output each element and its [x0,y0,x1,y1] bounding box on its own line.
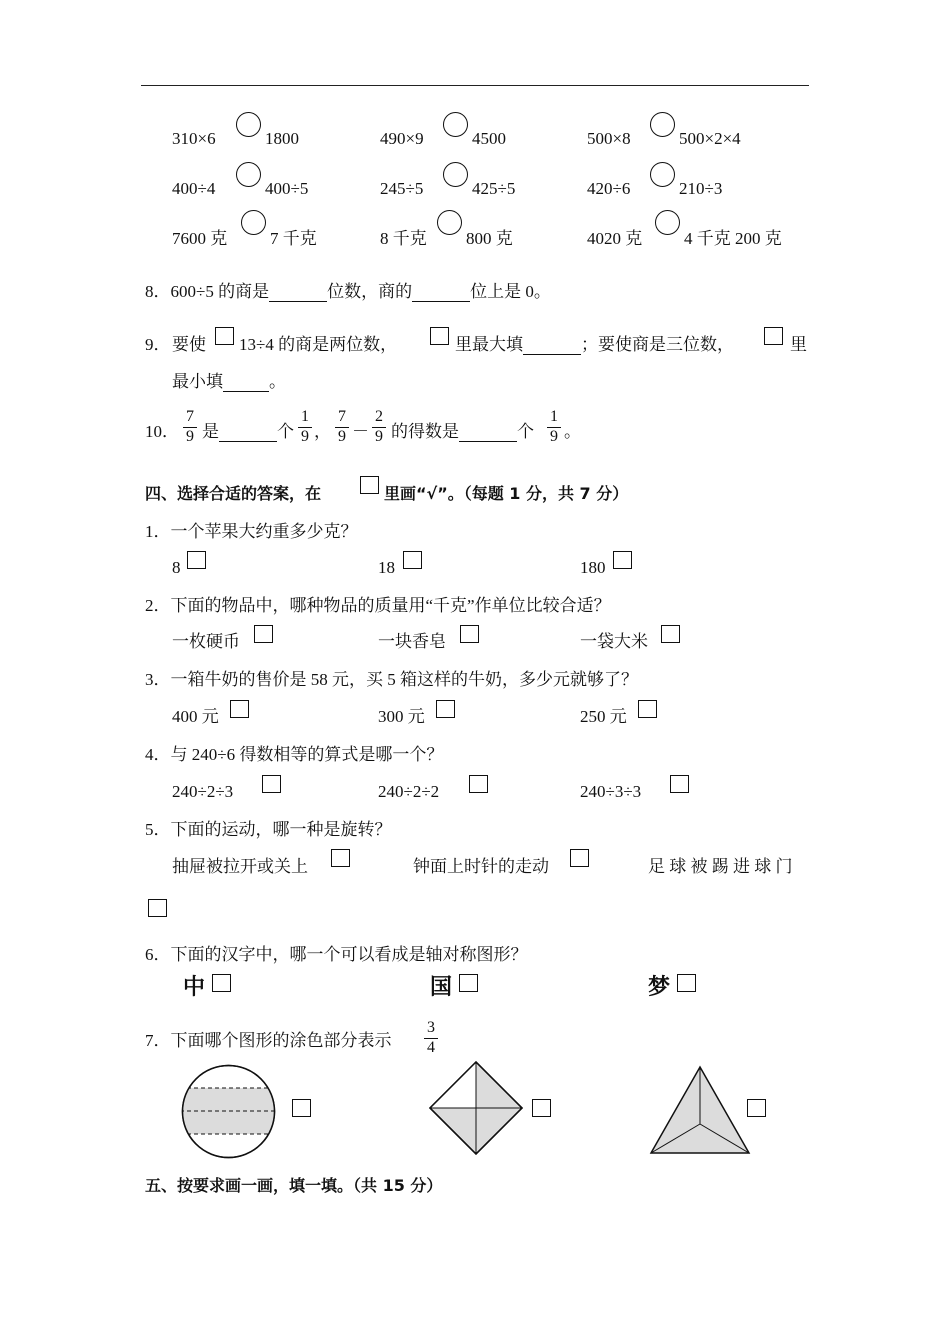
q10-text-d: 的得数是 [391,422,459,441]
compare-right: 400÷5 [265,179,309,198]
answer-blank[interactable] [219,424,277,442]
q9-text-b: 13÷4 的商是两位数， [239,335,398,354]
answer-checkbox[interactable] [436,700,455,718]
question-number: 8． [145,282,171,301]
option-hanzi: 梦 [648,975,671,1000]
question-text: 1．一个苹果大约重多少克？ [145,522,358,541]
compare-right: 1800 [265,129,299,148]
digit-box[interactable] [430,327,449,345]
answer-checkbox[interactable] [230,700,249,718]
q9-text-d: ；要使商是三位数， [581,335,734,354]
q10-text-a: 是 [202,422,219,441]
answer-checkbox[interactable] [460,625,479,643]
option-label: 抽屉被拉开或关上 [172,857,308,876]
answer-checkbox[interactable] [292,1099,311,1117]
compare-circle[interactable] [650,162,675,187]
question-text: 3．一箱牛奶的售价是 58 元，买 5 箱这样的牛奶，多少元就够了？ [145,670,638,689]
compare-left: 245÷5 [380,179,424,198]
answer-checkbox[interactable] [148,899,167,917]
compare-right: 800 克 [466,229,513,248]
compare-circle[interactable] [437,210,462,235]
option-label: 240÷3÷3 [580,782,642,801]
section-4-title-post: 里画“√”。（每题 1 分，共 7 分） [384,484,629,503]
answer-checkbox[interactable] [532,1099,551,1117]
question-text: 5．下面的运动，哪一种是旋转？ [145,820,392,839]
fraction: 1 9 [298,409,312,445]
fraction: 2 9 [372,409,386,445]
q10-text-g: 。 [564,422,581,441]
compare-circle[interactable] [236,112,261,137]
answer-checkbox[interactable] [212,974,231,992]
answer-blank[interactable] [269,284,327,302]
compare-circle[interactable] [241,210,266,235]
answer-blank[interactable] [459,424,517,442]
q9-text-c: 里最大填 [455,335,523,354]
compare-right: 4500 [472,129,506,148]
question-number: 10． [145,422,179,441]
compare-left: 400÷4 [172,179,216,198]
q10-part1 [202,422,294,442]
answer-blank[interactable] [523,337,581,355]
section-4-title-pre: 四、选择合适的答案，在 [145,484,322,503]
compare-left: 310×6 [172,129,216,148]
compare-circle[interactable] [443,162,468,187]
question-text: 2．下面的物品中，哪种物品的质量用“千克”作单位比较合适？ [145,596,611,615]
digit-box[interactable] [764,327,783,345]
compare-left: 4020 克 [587,229,643,248]
shaded-triangle-figure [648,1064,752,1156]
header-rule [141,85,809,86]
q10-text-b: 个 [277,422,294,441]
answer-checkbox[interactable] [670,775,689,793]
question-number: 9． [145,335,171,354]
question-text: 6．下面的汉字中，哪一个可以看成是轴对称图形？ [145,945,528,964]
option-label: 250 元 [580,707,627,726]
fraction: 7 9 [183,409,197,445]
shaded-diamond-figure [428,1060,524,1156]
answer-checkbox[interactable] [613,551,632,569]
q8-text-a: 600÷5 的商是 [170,282,270,301]
compare-right: 7 千克 [270,229,317,248]
compare-left: 8 千克 [380,229,427,248]
compare-right: 425÷5 [472,179,516,198]
fraction: 1 9 [547,409,561,445]
q10-part2 [391,422,534,442]
answer-checkbox[interactable] [262,775,281,793]
option-label: 300 元 [378,707,425,726]
question-8 [145,282,551,302]
q8-text-b: 位数，商的 [327,282,413,301]
q9-text-g: 。 [269,372,286,391]
option-label: 180 [580,558,606,577]
answer-checkbox[interactable] [661,625,680,643]
compare-left: 7600 克 [172,229,228,248]
option-label: 一枚硬币 [172,632,240,651]
compare-left: 490×9 [380,129,424,148]
q9-line2 [172,372,286,392]
compare-circle[interactable] [655,210,680,235]
compare-circle[interactable] [650,112,675,137]
option-label: 400 元 [172,707,219,726]
digit-box[interactable] [215,327,234,345]
fraction: 3 4 [424,1020,438,1056]
option-label: 足 球 被 踢 进 球 门 [648,857,793,876]
answer-checkbox[interactable] [403,551,422,569]
compare-right: 4 千克 200 克 [684,229,782,248]
answer-checkbox[interactable] [254,625,273,643]
section-5-title: 五、按要求画一画，填一填。（共 15 分） [145,1176,443,1195]
q9-text-f: 最小填 [172,372,223,391]
q9-line1-tail [455,335,734,355]
compare-left: 420÷6 [587,179,631,198]
question-text: 4．与 240÷6 得数相等的算式是哪一个？ [145,745,444,764]
answer-checkbox[interactable] [677,974,696,992]
option-label: 8 [172,558,181,577]
compare-circle[interactable] [236,162,261,187]
compare-circle[interactable] [443,112,468,137]
q8-text-c: 位上是 0。 [470,282,551,301]
option-label: 240÷2÷3 [172,782,234,801]
answer-blank[interactable] [412,284,470,302]
q9-text-e: 里 [790,335,807,354]
answer-checkbox[interactable] [459,974,478,992]
answer-checkbox[interactable] [747,1099,766,1117]
option-label: 钟面上时针的走动 [413,857,549,876]
option-hanzi: 国 [430,975,453,1000]
q9-text-a: 要使 [172,335,206,354]
compare-right: 210÷3 [679,179,723,198]
option-label: 一袋大米 [580,632,648,651]
answer-checkbox[interactable] [638,700,657,718]
answer-checkbox[interactable] [331,849,350,867]
fraction: 7 9 [335,409,349,445]
option-label: 一块香皂 [378,632,446,651]
option-label: 18 [378,558,395,577]
answer-blank[interactable] [223,374,269,392]
compare-left: 500×8 [587,129,631,148]
q10-text-c: ， [314,422,331,441]
q10-minus: － [352,422,369,441]
answer-checkbox[interactable] [187,551,206,569]
answer-checkbox[interactable] [570,849,589,867]
compare-right: 500×2×4 [679,129,741,148]
question-text: 7．下面哪个图形的涂色部分表示 [145,1031,392,1050]
option-label: 240÷2÷2 [378,782,440,801]
shaded-circle-figure [180,1063,277,1160]
option-hanzi: 中 [183,975,206,1000]
answer-checkbox[interactable] [469,775,488,793]
q10-text-e: 个 [517,422,534,441]
checkbox-sample [360,476,379,494]
